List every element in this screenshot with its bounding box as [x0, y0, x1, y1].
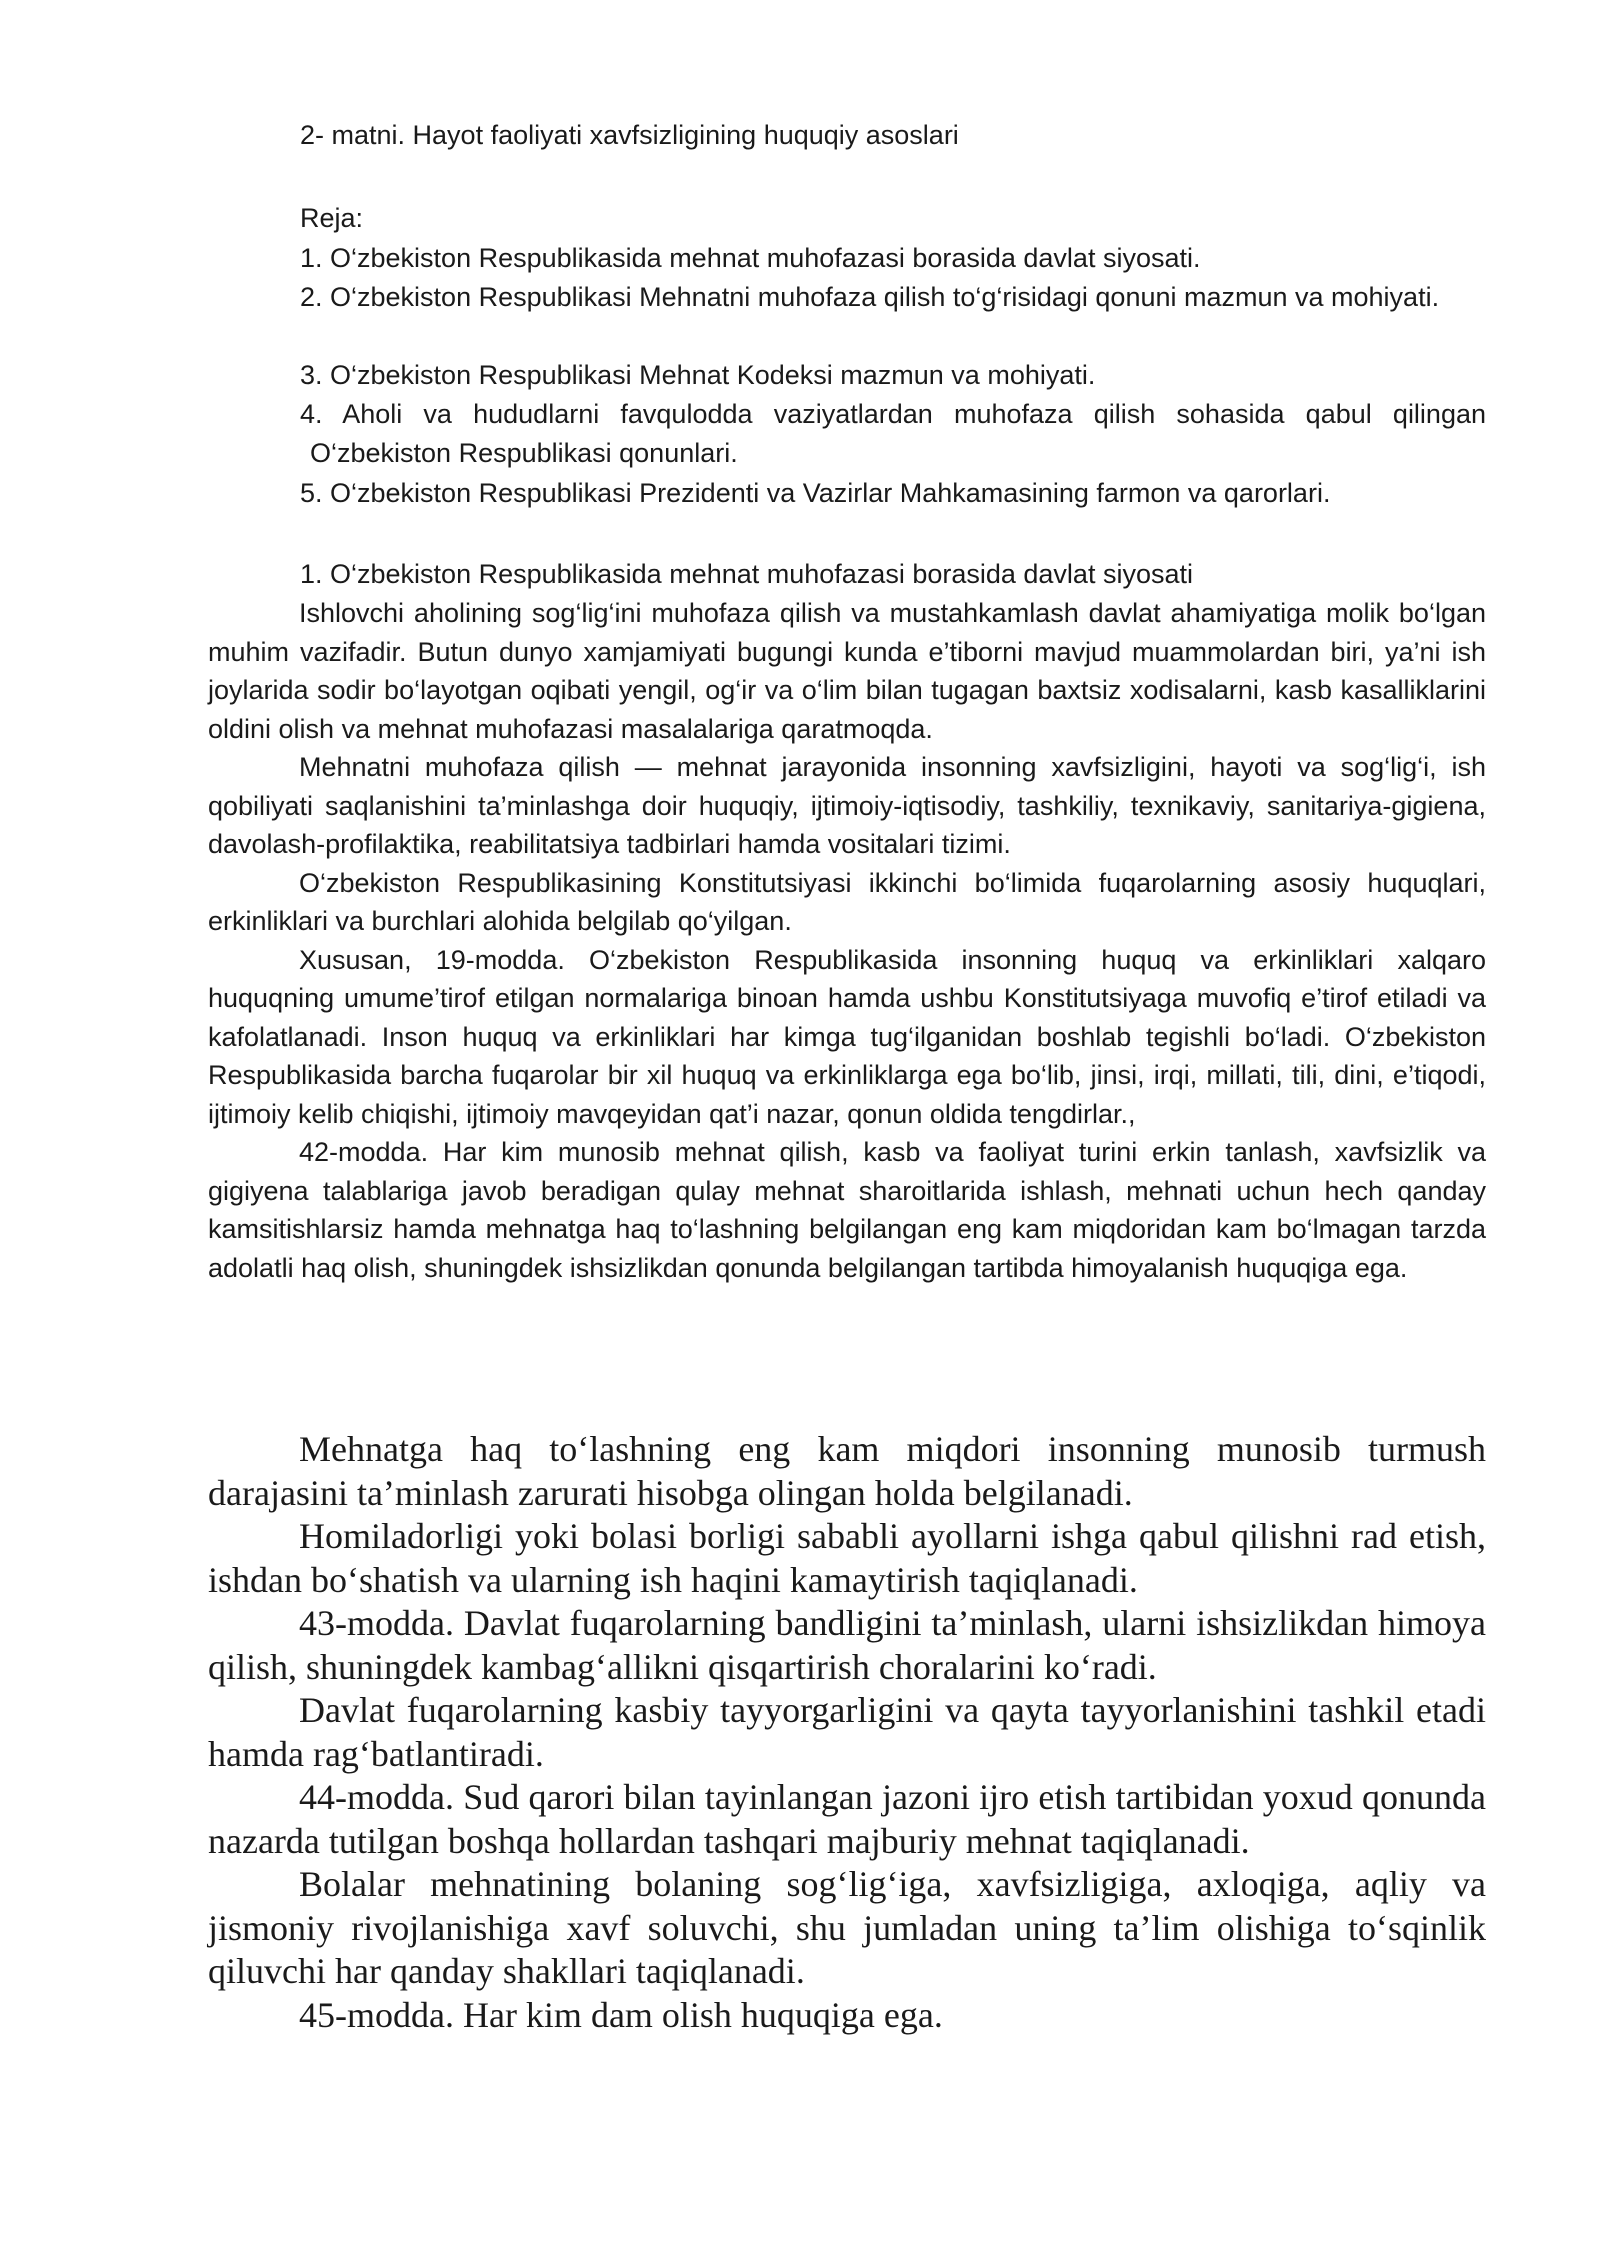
plan-item-3: 3. O‘zbekiston Respublikasi Mehnat Kodeksi mazmun va mohiyati. — [300, 360, 1096, 390]
section-heading: 1. O‘zbekiston Respublikasida mehnat muhofazasi borasida davlat siyosati — [300, 559, 1193, 589]
paragraph: Xususan, 19-modda. O‘zbekiston Respublikasida insonning huquq va erkinliklari xalqaro huquqning umume’tirof etilgan normalariga binoan hamda ushbu Konstitutsiyaga muvofiq e’tirof etiladi va kafolatlanadi. Inson huquq va erkinliklari har kimga tug‘ilganidan boshlab tegishli bo‘ladi. O‘zbekiston Respublikasida barcha fuqarolar bir xil huquq va erkinliklarga ega bo‘lib, jinsi, irqi, millati, tili, dini, e’tiqodi, ijtimoiy kelib chiqishi, ijtimoiy mavqeyidan qat’i nazar, qonun oldida tengdirlar., — [208, 944, 1486, 1129]
paragraph: Mehnatga haq to‘lashning eng kam miqdori insonning munosib turmush darajasini ta’minlash zarurati hisobga olingan holda belgilanadi. — [208, 1429, 1486, 1513]
paragraph: Bolalar mehnatining bolaning sog‘lig‘iga, xavfsizligiga, axloqiga, aqliy va jismoniy rivojlanishiga xavf soluvchi, shu jumladan uning ta’lim olishiga to‘sqinlik qiluvchi har qanday shakllari taqiqlanadi. — [208, 1864, 1486, 1991]
paragraph: 43-modda. Davlat fuqarolarning bandligini ta’minlash, ularni ishsizlikdan himoya qilish, shuningdek kambag‘allikni qisqartirish choralarini ko‘radi. — [208, 1603, 1486, 1687]
paragraph: Davlat fuqarolarning kasbiy tayyorgarligini va qayta tayyorlanishini tashkil etadi hamda rag‘batlantiradi. — [208, 1690, 1486, 1774]
paragraph: Mehnatni muhofaza qilish — mehnat jarayonida insonning xavfsizligini, hayoti va sog‘lig‘i, ish qobiliyati saqlanishini ta’minlashga doir huquqiy, ijtimoiy-iqtisodiy, tashkiliy, texnikaviy, sanitariya-gigiena, davolash-profilaktika, reabilitatsiya tadbirlari hamda vositalari tizimi. — [208, 752, 1486, 859]
plan-item-5: 5. O‘zbekiston Respublikasi Prezidenti va Vazirlar Mahkamasining farmon va qarorlari. — [300, 478, 1331, 508]
plan-item-4: 4. Aholi va hududlarni favqulodda vaziyatlardan muhofaza qilish sohasida qabul qilingan O‘zbekiston Respublikasi qonunlari. — [300, 399, 1486, 468]
plan-item-2: 2. O‘zbekiston Respublikasi Mehnatni muhofaza qilish to‘g‘risidagi qonuni mazmun va mohiyati. — [300, 282, 1440, 312]
paragraph: 42-modda. Har kim munosib mehnat qilish, kasb va faoliyat turini erkin tanlash, xavfsizlik va gigiyena talablariga javob beradigan qulay mehnat sharoitlarida ishlash, mehnati uchun hech qanday kamsitishlarsiz hamda mehnatga haq to‘lashning belgilangan eng kam miqdoridan kam bo‘lmagan tarzda adolatli haq olish, shuningdek ishsizlikdan qonunda belgilangan tartibda himoyalanish huquqiga ega. — [208, 1137, 1486, 1283]
paragraph: Homiladorligi yoki bolasi borligi sababli ayollarni ishga qabul qilishni rad etish, ishdan bo‘shatish va ularning ish haqini kamaytirish taqiqlanadi. — [208, 1516, 1486, 1600]
document-title: 2- matni. Hayot faoliyati xavfsizligining huquqiy asoslari — [300, 120, 959, 150]
plan-heading: Reja: — [300, 203, 364, 233]
body-text-serif — [208, 1428, 1486, 2037]
paragraph: 45-modda. Har kim dam olish huquqiga ega. — [299, 1994, 943, 2035]
body-text-sans — [208, 594, 1486, 1287]
plan-item-1: 1. O‘zbekiston Respublikasida mehnat muhofazasi borasida davlat siyosati. — [300, 243, 1201, 273]
paragraph: O‘zbekiston Respublikasining Konstitutsiyasi ikkinchi bo‘limida fuqarolarning asosiy huquqlari, erkinliklari va burchlari alohida belgilab qo‘yilgan. — [208, 867, 1486, 936]
paragraph: 44-modda. Sud qarori bilan tayinlangan jazoni ijro etish tartibidan yoxud qonunda nazarda tutilgan boshqa hollardan tashqari majburiy mehnat taqiqlanadi. — [208, 1777, 1486, 1861]
paragraph: Ishlovchi aholining sog‘lig‘ini muhofaza qilish va mustahkamlash davlat ahamiyatiga molik bo‘lgan muhim vazifadir. Butun dunyo xamjamiyati bugungi kunda e’tiborni mavjud muammolardan biri, ya’ni ish joylarida sodir bo‘layotgan oqibati yengil, og‘ir va o‘lim bilan tugagan baxtsiz xodisalarni, kasb kasalliklarini oldini olish va mehnat muhofazasi masalalariga qaratmoqda. — [208, 598, 1486, 744]
